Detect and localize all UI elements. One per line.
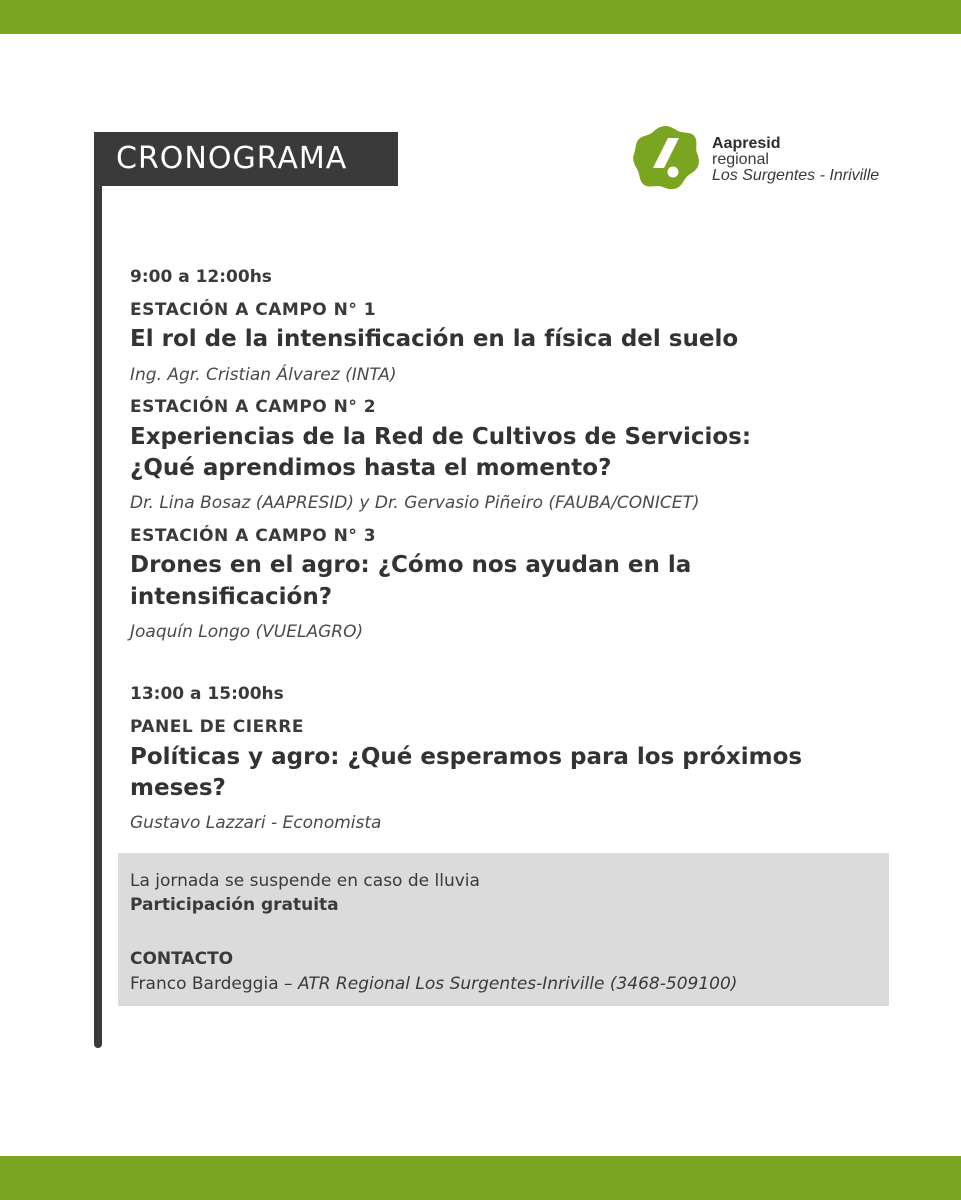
contact-label: CONTACTO	[130, 949, 234, 969]
info-panel	[118, 853, 889, 1006]
aapresid-logo	[632, 124, 922, 194]
station1-label: ESTACIÓN A CAMPO N° 1	[130, 300, 377, 320]
station3-title-line2: intensificación?	[130, 584, 333, 610]
logo-place: Los Surgentes - Inriville	[712, 167, 880, 184]
logo-regional: regional	[712, 151, 769, 168]
title-box	[94, 132, 398, 186]
station2-speaker: Dr. Lina Bosaz (AAPRESID) y Dr. Gervasio Piñeiro (FAUBA/CONICET)	[130, 493, 700, 513]
logo-brand: Aapresid	[712, 135, 781, 152]
station1-title: El rol de la intensificación en la física del suelo	[130, 326, 739, 352]
bottom-band	[0, 1156, 961, 1200]
station3-label: ESTACIÓN A CAMPO N° 3	[130, 526, 377, 546]
station2-label: ESTACIÓN A CAMPO N° 2	[130, 397, 377, 417]
station3-speaker: Joaquín Longo (VUELAGRO)	[130, 622, 364, 642]
block2-time: 13:00 a 15:00hs	[130, 684, 284, 704]
top-band	[0, 0, 961, 34]
panel-label: PANEL DE CIERRE	[130, 717, 304, 737]
station1-speaker: Ing. Agr. Cristian Álvarez (INTA)	[130, 365, 397, 385]
contact-detail: ATR Regional Los Surgentes-Inriville (3468-509100)	[297, 974, 738, 994]
timeline-bar	[94, 180, 102, 1048]
contact-line	[130, 974, 737, 994]
station2-title-line1: Experiencias de la Red de Cultivos de Servicios:	[130, 424, 752, 450]
contact-name: Franco Bardeggia –	[130, 974, 298, 994]
station2-title-line2: ¿Qué aprendimos hasta el momento?	[130, 455, 612, 481]
panel-title-line1: Políticas y agro: ¿Qué esperamos para los próximos	[130, 744, 803, 770]
panel-speaker: Gustavo Lazzari - Economista	[130, 813, 382, 833]
panel-title-line2: meses?	[130, 775, 226, 801]
rain-notice: La jornada se suspende en caso de lluvia	[130, 871, 480, 891]
free-notice: Participación gratuita	[130, 895, 339, 915]
page-title: CRONOGRAMA	[116, 141, 348, 176]
block1-time: 9:00 a 12:00hs	[130, 267, 272, 287]
station3-title-line1: Drones en el agro: ¿Cómo nos ayudan en la	[130, 552, 692, 578]
aapresid-logo-icon	[632, 124, 700, 190]
